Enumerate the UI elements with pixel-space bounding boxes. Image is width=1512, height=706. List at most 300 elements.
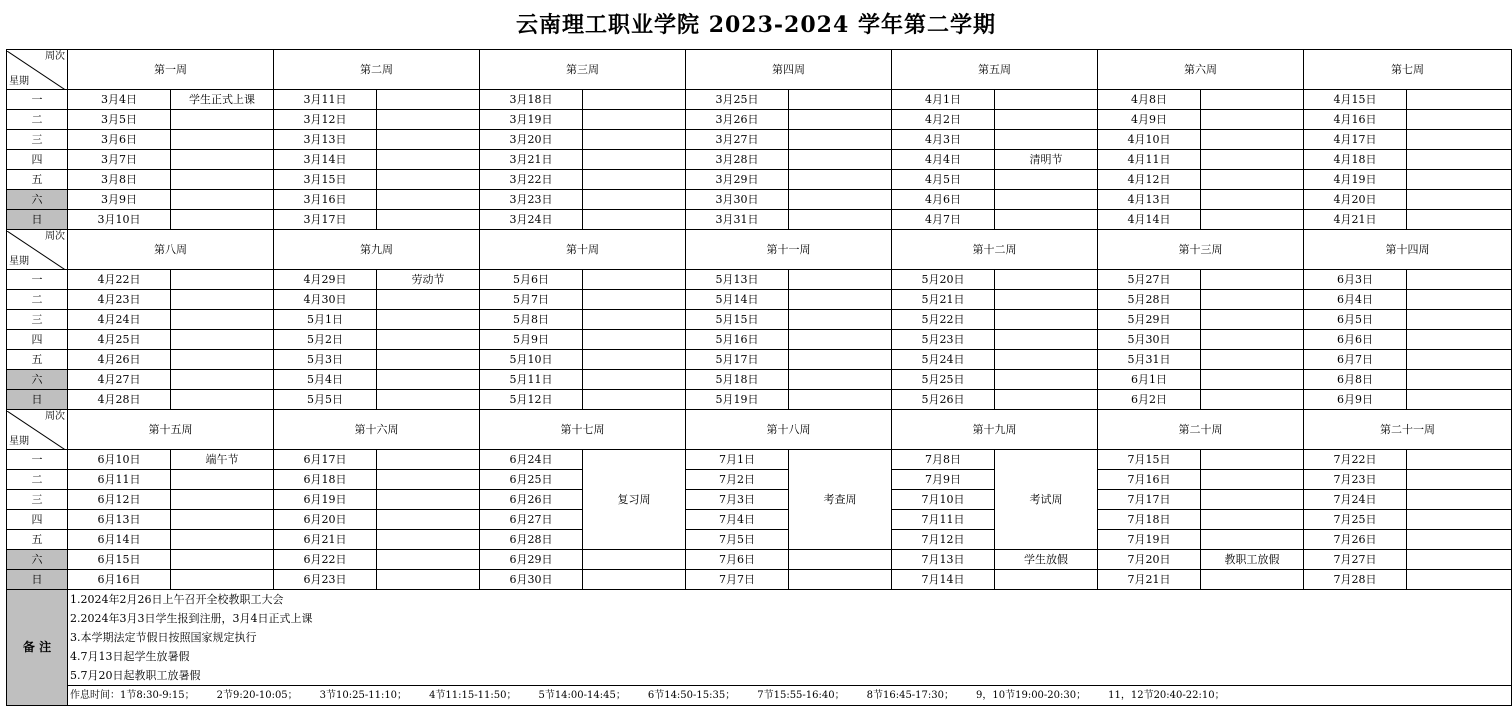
weekday-label: 日 [7,210,68,230]
week-header: 第四周 [686,50,892,90]
date-cell: 4月14日 [1098,210,1201,230]
weekday-label: 四 [7,510,68,530]
date-cell: 4月5日 [892,170,995,190]
date-cell: 4月24日 [68,310,171,330]
week-header-row [7,50,1512,90]
event-cell [171,110,274,130]
event-cell [171,290,274,310]
day-row [7,310,1512,330]
date-cell: 6月6日 [1304,330,1407,350]
date-cell: 4月19日 [1304,170,1407,190]
date-cell: 7月23日 [1304,470,1407,490]
date-cell: 7月16日 [1098,470,1201,490]
event-cell [789,270,892,290]
day-row [7,330,1512,350]
event-cell [583,90,686,110]
date-cell: 3月6日 [68,130,171,150]
date-cell: 7月17日 [1098,490,1201,510]
event-cell [995,90,1098,110]
event-cell [583,310,686,330]
schedule-period: 作息时间：1节8:30-9:15； [70,690,195,701]
date-cell: 7月10日 [892,490,995,510]
date-cell: 7月20日 [1098,550,1201,570]
event-cell [583,130,686,150]
corner-day-label: 星期 [9,435,29,447]
event-cell [789,370,892,390]
event-cell [1407,470,1512,490]
event-cell [995,390,1098,410]
day-row [7,470,1512,490]
event-cell [995,290,1098,310]
weekday-label: 一 [7,450,68,470]
event-cell [377,90,480,110]
date-cell: 5月23日 [892,330,995,350]
schedule-period: 11，12节20:40-22:10； [1108,690,1225,701]
event-cell [377,290,480,310]
corner-header-cell [7,230,68,270]
date-cell: 5月30日 [1098,330,1201,350]
day-row [7,510,1512,530]
date-cell: 6月3日 [1304,270,1407,290]
event-cell [171,190,274,210]
page-title: 云南理工职业学院 2023-2024 学年第二学期 [516,12,996,38]
day-row [7,350,1512,370]
date-cell: 3月24日 [480,210,583,230]
date-cell: 6月30日 [480,570,583,590]
date-cell: 7月5日 [686,530,789,550]
date-cell: 6月29日 [480,550,583,570]
exam-period-cell: 考试周 [995,450,1098,550]
event-cell [1201,530,1304,550]
day-row [7,110,1512,130]
note-text: 1.2024年2月26日上午召开全校教职工大会 [68,590,1512,610]
event-cell [1407,550,1512,570]
event-cell [995,210,1098,230]
date-cell: 5月4日 [274,370,377,390]
event-cell [171,170,274,190]
event-cell [1201,350,1304,370]
week-header: 第十二周 [892,230,1098,270]
date-cell: 6月14日 [68,530,171,550]
date-cell: 4月7日 [892,210,995,230]
weekday-label: 三 [7,130,68,150]
event-cell [377,190,480,210]
event-cell [171,510,274,530]
weekday-label: 一 [7,270,68,290]
date-cell: 5月27日 [1098,270,1201,290]
date-cell: 4月17日 [1304,130,1407,150]
date-cell: 4月22日 [68,270,171,290]
corner-week-label: 周次 [45,410,65,422]
event-cell [1201,470,1304,490]
event-cell [1407,130,1512,150]
date-cell: 7月15日 [1098,450,1201,470]
week-header: 第十七周 [480,410,686,450]
date-cell: 3月16日 [274,190,377,210]
date-cell: 4月11日 [1098,150,1201,170]
event-cell [171,330,274,350]
event-cell [1407,450,1512,470]
date-cell: 4月30日 [274,290,377,310]
date-cell: 4月15日 [1304,90,1407,110]
date-cell: 3月18日 [480,90,583,110]
event-cell [377,350,480,370]
date-cell: 3月13日 [274,130,377,150]
weekday-label: 六 [7,370,68,390]
event-cell [1407,170,1512,190]
event-cell [583,110,686,130]
date-cell: 3月14日 [274,150,377,170]
event-cell [583,390,686,410]
date-cell: 6月9日 [1304,390,1407,410]
event-cell [1407,90,1512,110]
schedule-period: 7节15:55-16:40； [757,690,845,701]
date-cell: 6月8日 [1304,370,1407,390]
note-text: 2.2024年3月3日学生报到注册，3月4日正式上课 [68,609,1512,628]
weekday-label: 五 [7,350,68,370]
event-cell [583,190,686,210]
week-header-row [7,410,1512,450]
date-cell: 5月29日 [1098,310,1201,330]
note-row [7,647,1512,666]
date-cell: 7月12日 [892,530,995,550]
date-cell: 7月1日 [686,450,789,470]
event-cell [171,350,274,370]
corner-day-label: 星期 [9,75,29,87]
event-cell [789,130,892,150]
schedule-period: 6节14:50-15:35； [647,690,736,701]
event-cell: 教职工放假 [1201,550,1304,570]
event-cell [1201,170,1304,190]
weekday-label: 日 [7,570,68,590]
date-cell: 5月25日 [892,370,995,390]
event-cell [171,130,274,150]
event-cell [1407,210,1512,230]
date-cell: 7月4日 [686,510,789,530]
exam-period-cell: 考查周 [789,450,892,550]
date-cell: 5月26日 [892,390,995,410]
date-cell: 7月2日 [686,470,789,490]
event-cell [1407,270,1512,290]
event-cell [995,330,1098,350]
date-cell: 6月10日 [68,450,171,470]
date-cell: 6月4日 [1304,290,1407,310]
event-cell [171,210,274,230]
corner-week-label: 周次 [45,230,65,242]
event-cell [1407,290,1512,310]
event-cell [583,350,686,370]
date-cell: 7月14日 [892,570,995,590]
event-cell [1407,110,1512,130]
event-cell [171,390,274,410]
schedule-period: 2节9:20-10:05； [216,690,298,701]
day-row [7,530,1512,550]
event-cell [377,170,480,190]
date-cell: 4月8日 [1098,90,1201,110]
date-cell: 4月10日 [1098,130,1201,150]
event-cell [1201,490,1304,510]
week-header: 第十四周 [1304,230,1512,270]
date-cell: 4月4日 [892,150,995,170]
note-row [7,628,1512,647]
event-cell [1201,150,1304,170]
date-cell: 3月11日 [274,90,377,110]
event-cell [583,270,686,290]
date-cell: 7月6日 [686,550,789,570]
date-cell: 3月8日 [68,170,171,190]
event-cell [995,270,1098,290]
date-cell: 5月3日 [274,350,377,370]
week-header: 第十周 [480,230,686,270]
event-cell [789,190,892,210]
event-cell [377,530,480,550]
date-cell: 4月6日 [892,190,995,210]
event-cell [995,310,1098,330]
date-cell: 3月12日 [274,110,377,130]
date-cell: 6月19日 [274,490,377,510]
week-header: 第二十一周 [1304,410,1512,450]
event-cell [1201,190,1304,210]
date-cell: 4月29日 [274,270,377,290]
date-cell: 4月1日 [892,90,995,110]
event-cell [583,550,686,570]
schedule-period: 9，10节19:00-20:30； [976,690,1087,701]
date-cell: 7月25日 [1304,510,1407,530]
date-cell: 3月7日 [68,150,171,170]
date-cell: 7月28日 [1304,570,1407,590]
event-cell [789,150,892,170]
event-cell [583,330,686,350]
date-cell: 5月28日 [1098,290,1201,310]
date-cell: 4月21日 [1304,210,1407,230]
event-cell [377,510,480,530]
date-cell: 5月8日 [480,310,583,330]
date-cell: 4月2日 [892,110,995,130]
event-cell [789,290,892,310]
date-cell: 5月7日 [480,290,583,310]
event-cell [995,170,1098,190]
corner-header-cell [7,410,68,450]
event-cell [789,330,892,350]
event-cell: 端午节 [171,450,274,470]
event-cell [1407,310,1512,330]
event-cell [1407,530,1512,550]
date-cell: 5月31日 [1098,350,1201,370]
date-cell: 3月26日 [686,110,789,130]
week-header: 第十五周 [68,410,274,450]
date-cell: 3月30日 [686,190,789,210]
event-cell [1201,450,1304,470]
date-cell: 7月22日 [1304,450,1407,470]
event-cell [995,350,1098,370]
event-cell [1201,210,1304,230]
event-cell [377,130,480,150]
date-cell: 5月19日 [686,390,789,410]
date-cell: 6月22日 [274,550,377,570]
weekday-label: 五 [7,170,68,190]
week-header: 第十八周 [686,410,892,450]
date-cell: 4月28日 [68,390,171,410]
date-cell: 5月15日 [686,310,789,330]
date-cell: 4月13日 [1098,190,1201,210]
date-cell: 6月16日 [68,570,171,590]
date-cell: 6月2日 [1098,390,1201,410]
date-cell: 4月16日 [1304,110,1407,130]
date-cell: 6月13日 [68,510,171,530]
event-cell [171,310,274,330]
event-cell [789,90,892,110]
event-cell [377,550,480,570]
weekday-label: 三 [7,490,68,510]
date-cell: 7月13日 [892,550,995,570]
date-cell: 6月15日 [68,550,171,570]
date-cell: 6月11日 [68,470,171,490]
date-cell: 5月2日 [274,330,377,350]
event-cell [583,570,686,590]
event-cell [1201,390,1304,410]
note-row [7,609,1512,628]
date-cell: 3月23日 [480,190,583,210]
day-row [7,170,1512,190]
event-cell [377,450,480,470]
event-cell [1407,330,1512,350]
date-cell: 7月8日 [892,450,995,470]
date-cell: 6月21日 [274,530,377,550]
exam-period-cell: 复习周 [583,450,686,550]
event-cell [377,210,480,230]
weekday-label: 六 [7,550,68,570]
date-cell: 6月5日 [1304,310,1407,330]
date-cell: 6月7日 [1304,350,1407,370]
event-cell [377,490,480,510]
date-cell: 5月20日 [892,270,995,290]
day-row [7,570,1512,590]
date-cell: 5月22日 [892,310,995,330]
event-cell [377,110,480,130]
event-cell [171,570,274,590]
event-cell [1201,570,1304,590]
day-row [7,90,1512,110]
date-cell: 7月11日 [892,510,995,530]
schedule-period: 8节16:45-17:30； [866,690,955,701]
week-header: 第十九周 [892,410,1098,450]
day-row [7,210,1512,230]
event-cell [583,150,686,170]
date-cell: 6月18日 [274,470,377,490]
date-cell: 7月21日 [1098,570,1201,590]
date-cell: 5月21日 [892,290,995,310]
day-row [7,490,1512,510]
date-cell: 7月26日 [1304,530,1407,550]
date-cell: 3月27日 [686,130,789,150]
date-cell: 5月18日 [686,370,789,390]
event-cell: 劳动节 [377,270,480,290]
event-cell [583,170,686,190]
weekday-label: 六 [7,190,68,210]
event-cell [1201,290,1304,310]
week-header-row [7,230,1512,270]
semester-calendar-table [6,49,1512,706]
weekday-label: 四 [7,150,68,170]
date-cell: 7月18日 [1098,510,1201,530]
date-cell: 4月27日 [68,370,171,390]
event-cell [583,210,686,230]
event-cell [1201,310,1304,330]
weekday-label: 二 [7,110,68,130]
event-cell [171,490,274,510]
date-cell: 7月7日 [686,570,789,590]
weekday-label: 四 [7,330,68,350]
event-cell [377,570,480,590]
event-cell [995,370,1098,390]
date-cell: 3月31日 [686,210,789,230]
event-cell [995,570,1098,590]
event-cell [1201,370,1304,390]
event-cell [377,150,480,170]
weekday-label: 日 [7,390,68,410]
date-cell: 6月1日 [1098,370,1201,390]
event-cell [789,550,892,570]
event-cell [1407,350,1512,370]
event-cell [377,470,480,490]
event-cell [1407,190,1512,210]
day-row [7,290,1512,310]
event-cell [1407,150,1512,170]
date-cell: 3月9日 [68,190,171,210]
event-cell: 学生正式上课 [171,90,274,110]
event-cell [1201,130,1304,150]
event-cell [1407,490,1512,510]
event-cell [789,570,892,590]
event-cell: 学生放假 [995,550,1098,570]
weekday-label: 一 [7,90,68,110]
note-text: 5.7月20日起教职工放暑假 [68,666,1512,686]
week-header: 第八周 [68,230,274,270]
date-cell: 7月24日 [1304,490,1407,510]
event-cell [171,370,274,390]
date-cell: 5月1日 [274,310,377,330]
event-cell [171,150,274,170]
date-cell: 5月9日 [480,330,583,350]
note-text: 4.7月13日起学生放暑假 [68,647,1512,666]
date-cell: 3月15日 [274,170,377,190]
event-cell [1201,90,1304,110]
event-cell [1201,330,1304,350]
event-cell [1201,510,1304,530]
week-header: 第十六周 [274,410,480,450]
date-cell: 6月17日 [274,450,377,470]
weekday-label: 二 [7,290,68,310]
week-header: 第十三周 [1098,230,1304,270]
date-cell: 6月28日 [480,530,583,550]
date-cell: 3月10日 [68,210,171,230]
event-cell [377,310,480,330]
date-cell: 6月24日 [480,450,583,470]
day-row [7,130,1512,150]
event-cell [789,170,892,190]
date-cell: 4月25日 [68,330,171,350]
date-cell: 5月10日 [480,350,583,370]
week-header: 第二十周 [1098,410,1304,450]
corner-week-label: 周次 [45,50,65,62]
date-cell: 4月3日 [892,130,995,150]
event-cell [171,470,274,490]
day-row [7,390,1512,410]
date-cell: 5月12日 [480,390,583,410]
event-cell [171,530,274,550]
date-cell: 3月17日 [274,210,377,230]
corner-day-label: 星期 [9,255,29,267]
